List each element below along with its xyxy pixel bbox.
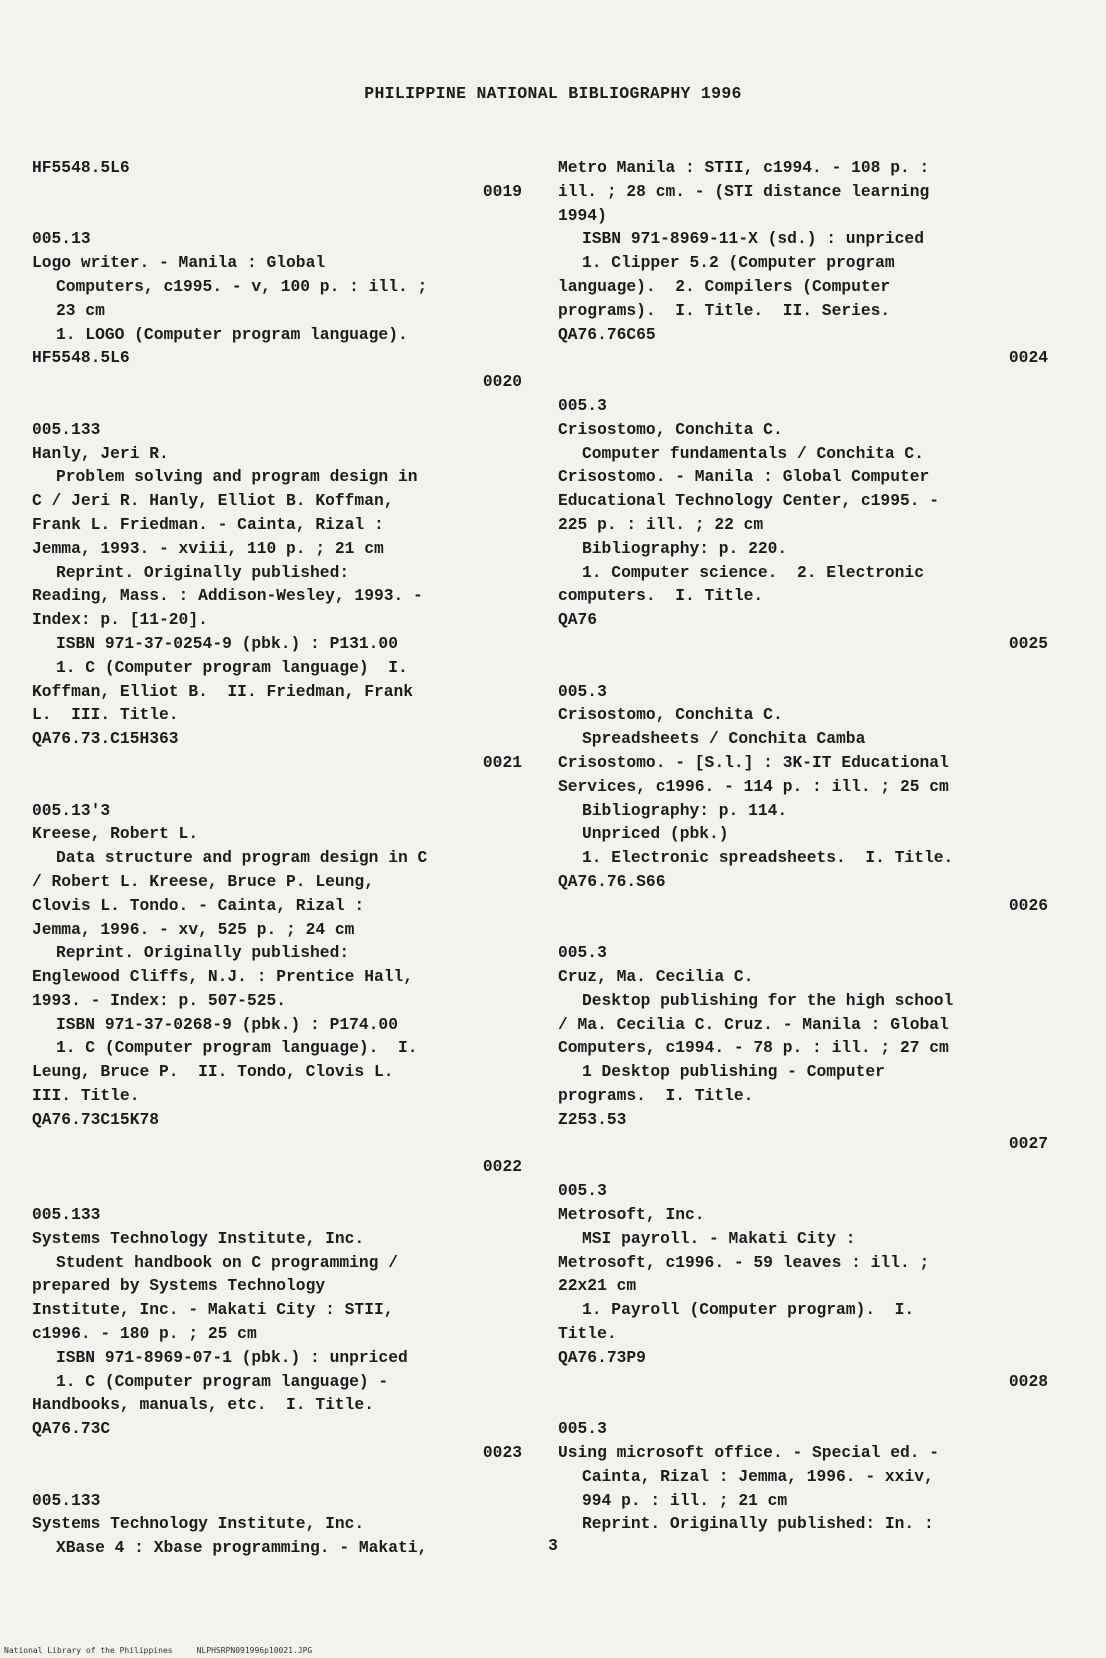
entry-line: Using microsoft office. - Special ed. -: [558, 1443, 940, 1463]
entry-line: Services, c1996. - 114 p. : ill. ; 25 cm: [558, 776, 949, 796]
entry-line: programs). I. Title. II. Series.: [558, 300, 891, 320]
entry-line: Hanly, Jeri R.: [32, 443, 169, 463]
entry-line: Desktop publishing for the high school: [582, 990, 954, 1010]
page-number: 3: [548, 1536, 558, 1555]
entry-line: HF5548.5L6: [32, 348, 130, 368]
entry-line: 005.3: [558, 395, 607, 415]
entry-line: / Robert L. Kreese, Bruce P. Leung,: [32, 871, 374, 891]
entry-line: 005.3: [558, 1181, 607, 1201]
entry-line: 1. C (Computer program language). I.: [56, 1038, 418, 1058]
entry-line: computers. I. Title.: [558, 586, 764, 606]
entry-line: Jemma, 1996. - xv, 525 p. ; 24 cm: [32, 919, 355, 939]
entry-line: Bibliography: p. 220.: [582, 538, 788, 558]
entry-line: Problem solving and program design in: [56, 467, 418, 487]
entry-line: 1. LOGO (Computer program language).: [56, 324, 408, 344]
entry-line: Cruz, Ma. Cecilia C.: [558, 967, 754, 987]
entry-number: 0020: [482, 372, 522, 392]
entry-line: ISBN 971-37-0268-9 (pbk.) : P174.00: [56, 1014, 398, 1034]
entry-line: Crisostomo. - [S.l.] : 3K-IT Educational: [558, 752, 949, 772]
entry-line: Jemma, 1993. - xviii, 110 p. ; 21 cm: [32, 538, 384, 558]
entry-line: Systems Technology Institute, Inc.: [32, 1514, 365, 1534]
entry-number: 0024: [1008, 348, 1048, 368]
entry-line: 005.13′3: [32, 800, 111, 820]
entry-line: Bibliography: p. 114.: [582, 800, 788, 820]
entry-line: 1. Electronic spreadsheets. I. Title.: [582, 848, 954, 868]
entry-line: Reprint. Originally published: In. :: [582, 1514, 934, 1534]
entry-line: c1996. - 180 p. ; 25 cm: [32, 1324, 257, 1344]
entry-line: QA76.76.S66: [558, 871, 666, 891]
entry-line: Data structure and program design in C: [56, 848, 428, 868]
entry-line: language). 2. Compilers (Computer: [558, 276, 891, 296]
entry-line: Handbooks, manuals, etc. I. Title.: [32, 1395, 374, 1415]
entry-number: 0022: [482, 1157, 522, 1177]
entry-line: XBase 4 : Xbase programming. - Makati,: [56, 1538, 428, 1558]
scan-footer: National Library of the Philippines NLPHSRPN091996p10021.JPG: [4, 1646, 313, 1655]
spacer: [32, 204, 522, 228]
entry-line: Englewood Cliffs, N.J. : Prentice Hall,: [32, 967, 414, 987]
spacer: [558, 1393, 1048, 1417]
entry-line: MSI payroll. - Makati City :: [582, 1228, 856, 1248]
entry-line: Crisostomo, Conchita C.: [558, 705, 783, 725]
entry-line: Educational Technology Center, c1995. -: [558, 491, 940, 511]
entry-line: Systems Technology Institute, Inc.: [32, 1228, 365, 1248]
entry-line: 1994): [558, 205, 607, 225]
entry-line: ISBN 971-37-0254-9 (pbk.) : P131.00: [56, 633, 398, 653]
entry-line: C / Jeri R. Hanly, Elliot B. Koffman,: [32, 491, 394, 511]
entry-line: Kreese, Robert L.: [32, 824, 199, 844]
entry-line: III. Title.: [32, 1086, 140, 1106]
entry-line: Koffman, Elliot B. II. Friedman, Frank: [32, 681, 414, 701]
entry-line: QA76.73C: [32, 1419, 111, 1439]
entry-line: Unpriced (pbk.): [582, 824, 729, 844]
entry-line: QA76.73.C15H363: [32, 729, 179, 749]
entry-line: 1. Computer science. 2. Electronic: [582, 562, 924, 582]
entry-line: Reprint. Originally published:: [56, 562, 350, 582]
left-column: [32, 156, 522, 1560]
entry-line: 005.3: [558, 681, 607, 701]
entry-line: Clovis L. Tondo. - Cainta, Rizal :: [32, 895, 365, 915]
entry-line: programs. I. Title.: [558, 1086, 754, 1106]
entry-line: 1 Desktop publishing - Computer: [582, 1062, 885, 1082]
entry-number: 0021: [482, 752, 522, 772]
entry-line: Metro Manila : STII, c1994. - 108 p. :: [558, 158, 930, 177]
entry-number: 0025: [1008, 633, 1048, 653]
spacer: [558, 918, 1048, 942]
entry-line: Metrosoft, c1996. - 59 leaves : ill. ;: [558, 1252, 930, 1272]
entry-line: ISBN 971-8969-07-1 (pbk.) : unpriced: [56, 1347, 408, 1367]
entry-line: 005.3: [558, 1419, 607, 1439]
entry-line: 225 p. : ill. ; 22 cm: [558, 514, 764, 534]
entry-line: 005.13: [32, 229, 91, 249]
entry-line: L. III. Title.: [32, 705, 179, 725]
entry-line: 005.133: [32, 1490, 101, 1510]
spacer: [558, 370, 1048, 394]
spacer: [558, 1155, 1048, 1179]
entry-line: 1. C (Computer program language) -: [56, 1371, 389, 1391]
entry-line: 1. Payroll (Computer program). I.: [582, 1300, 915, 1320]
entry-line: Cainta, Rizal : Jemma, 1996. - xxiv,: [582, 1466, 934, 1486]
entry-line: Crisostomo. - Manila : Global Computer: [558, 467, 930, 487]
spacer: [558, 656, 1048, 680]
entry-line: Computers, c1995. - v, 100 p. : ill. ;: [56, 276, 428, 296]
entry-line: Reprint. Originally published:: [56, 943, 350, 963]
spacer: [32, 775, 522, 799]
entry-line: Student handbook on C programming /: [56, 1252, 398, 1272]
entry-number: 0027: [1008, 1133, 1048, 1153]
entry-line: Computers, c1994. - 78 p. : ill. ; 27 cm: [558, 1038, 949, 1058]
entry-line: 23 cm: [56, 300, 105, 320]
entry-line: prepared by Systems Technology: [32, 1276, 326, 1296]
entry-line: Frank L. Friedman. - Cainta, Rizal :: [32, 514, 384, 534]
entry-line: Z253.53: [558, 1109, 627, 1129]
entry-line: 1. C (Computer program language) I.: [56, 657, 408, 677]
entry-line: 1993. - Index: p. 507-525.: [32, 990, 287, 1010]
entry-line: Leung, Bruce P. II. Tondo, Clovis L.: [32, 1062, 394, 1082]
entry-line: ISBN 971-8969-11-X (sd.) : unpriced: [582, 229, 924, 249]
entry-line: 005.133: [32, 1205, 101, 1225]
entry-line: Title.: [558, 1324, 617, 1344]
entry-number: 0026: [1008, 895, 1048, 915]
entry-line: 994 p. : ill. ; 21 cm: [582, 1490, 788, 1510]
spacer: [32, 1465, 522, 1489]
entry-line: 005.133: [32, 419, 101, 439]
spacer: [32, 1132, 522, 1156]
entry-line: 22x21 cm: [558, 1276, 637, 1296]
entry-line: QA76.73C15K78: [32, 1109, 160, 1129]
entry-line: Metrosoft, Inc.: [558, 1205, 705, 1225]
entry-line: / Ma. Cecilia C. Cruz. - Manila : Global: [558, 1014, 949, 1034]
entry-line: Crisostomo, Conchita C.: [558, 419, 783, 439]
entry-line: QA76: [558, 610, 598, 630]
right-column: [558, 156, 1048, 1536]
spacer: [32, 394, 522, 418]
entry-line: QA76.76C65: [558, 324, 656, 344]
spacer: [32, 1179, 522, 1203]
entry-line: Reading, Mass. : Addison-Wesley, 1993. -: [32, 586, 423, 606]
entry-line: ill. ; 28 cm. - (STI distance learning: [558, 181, 930, 201]
entry-line: Institute, Inc. - Makati City : STII,: [32, 1300, 394, 1320]
entry-number: 0028: [1008, 1371, 1048, 1391]
entry-number: 0019: [482, 181, 522, 201]
entry-line: 005.3: [558, 943, 607, 963]
entry-line: Index: p. [11-20].: [32, 610, 208, 630]
entry-line: Computer fundamentals / Conchita C.: [582, 443, 924, 463]
entry-number: 0023: [482, 1443, 522, 1463]
entry-line: Spreadsheets / Conchita Camba: [582, 729, 866, 749]
entry-line: QA76.73P9: [558, 1347, 646, 1367]
entry-line: 1. Clipper 5.2 (Computer program: [582, 253, 895, 273]
entry-line: Logo writer. - Manila : Global: [32, 253, 326, 273]
entry-line: HF5548.5L6: [32, 158, 130, 177]
page-title: PHILIPPINE NATIONAL BIBLIOGRAPHY 1996: [364, 84, 742, 103]
